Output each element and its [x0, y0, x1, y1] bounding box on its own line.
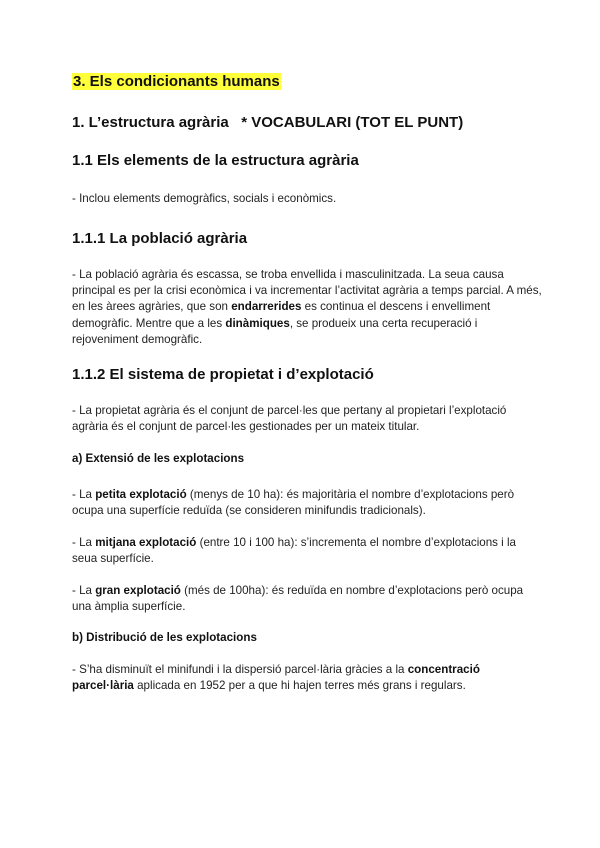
- paragraph-distribucio: [72, 662, 542, 694]
- bold-term-concentracio: concentració parcel·lària: [72, 663, 480, 693]
- bold-term-dinamiques: dinàmiques: [225, 316, 290, 330]
- bold-term-mitjana: mitjana explotació: [95, 536, 197, 549]
- text-segment: (entre 10 i 100 ha): s’incrementa el nombre d’explotacions i la seua superfície.: [72, 536, 517, 566]
- heading-sistema-propietat: 1.1.2 El sistema de propietat i d’explotació: [72, 366, 374, 383]
- text-segment: (menys de 10 ha): és majoritària el nombre d’explotacions però ocupa una superfície reduïda (se consideren minifundis tradicionals).: [72, 488, 515, 518]
- paragraph-gran-explotacio: [72, 583, 542, 615]
- subheading-distribucio: b) Distribució de les explotacions: [72, 631, 257, 644]
- paragraph-elements: - Inclou elements demogràfics, socials i econòmics.: [72, 192, 337, 205]
- bold-term-endarrerides: endarrerides: [231, 300, 302, 314]
- paragraph-mitjana-explotacio: [72, 535, 542, 567]
- text-segment: - La: [72, 584, 96, 597]
- text-segment: aplicada en 1952 per a que hi hajen terres més grans i regulars.: [133, 679, 466, 693]
- text-segment: - La població agrària és escassa, se troba envellida i masculinitzada. La seua causa principal es per la crisi econòmica i va incrementar l’activitat agrària a temps parcial. A més, en les àrees agràries, que son: [72, 268, 542, 314]
- text-segment: - La: [72, 536, 96, 549]
- paragraph-petita-explotacio: [72, 487, 542, 519]
- paragraph-poblacio: [72, 267, 542, 348]
- subheading-extensio: a) Extensió de les explotacions: [72, 452, 245, 465]
- text-segment: , se produeix una certa recuperació i rejoveniment demogràfic.: [72, 316, 478, 346]
- text-segment: - S’ha disminuït el minifundi i la dispersió parcel·lària gràcies a la: [72, 663, 408, 676]
- heading-estructura-agraria: 1. L’estructura agrària * VOCABULARI (TOT EL PUNT): [72, 114, 464, 131]
- bold-term-gran: gran explotació: [95, 584, 181, 597]
- heading-poblacio-agraria: 1.1.1 La població agrària: [72, 230, 248, 247]
- highlighted-title: 3. Els condicionants humans: [73, 73, 280, 90]
- paragraph-propietat: - La propietat agrària és el conjunt de parcel·les que pertany al propietari l’explotació agrària és el conjunt de parcel·les gestionades per un mateix titular.: [72, 404, 507, 434]
- text-segment: (més de 100ha): és reduïda en nombre d’explotacions però ocupa una àmplia superfície.: [72, 584, 524, 614]
- bold-term-petita: petita explotació: [95, 488, 187, 501]
- section-title: [72, 73, 542, 91]
- text-segment: es continua el descens i envelliment demogràfic. Mentre que a les: [72, 300, 491, 330]
- heading-elements-estructura: 1.1 Els elements de la estructura agrària: [72, 152, 359, 169]
- text-segment: - La: [72, 488, 96, 501]
